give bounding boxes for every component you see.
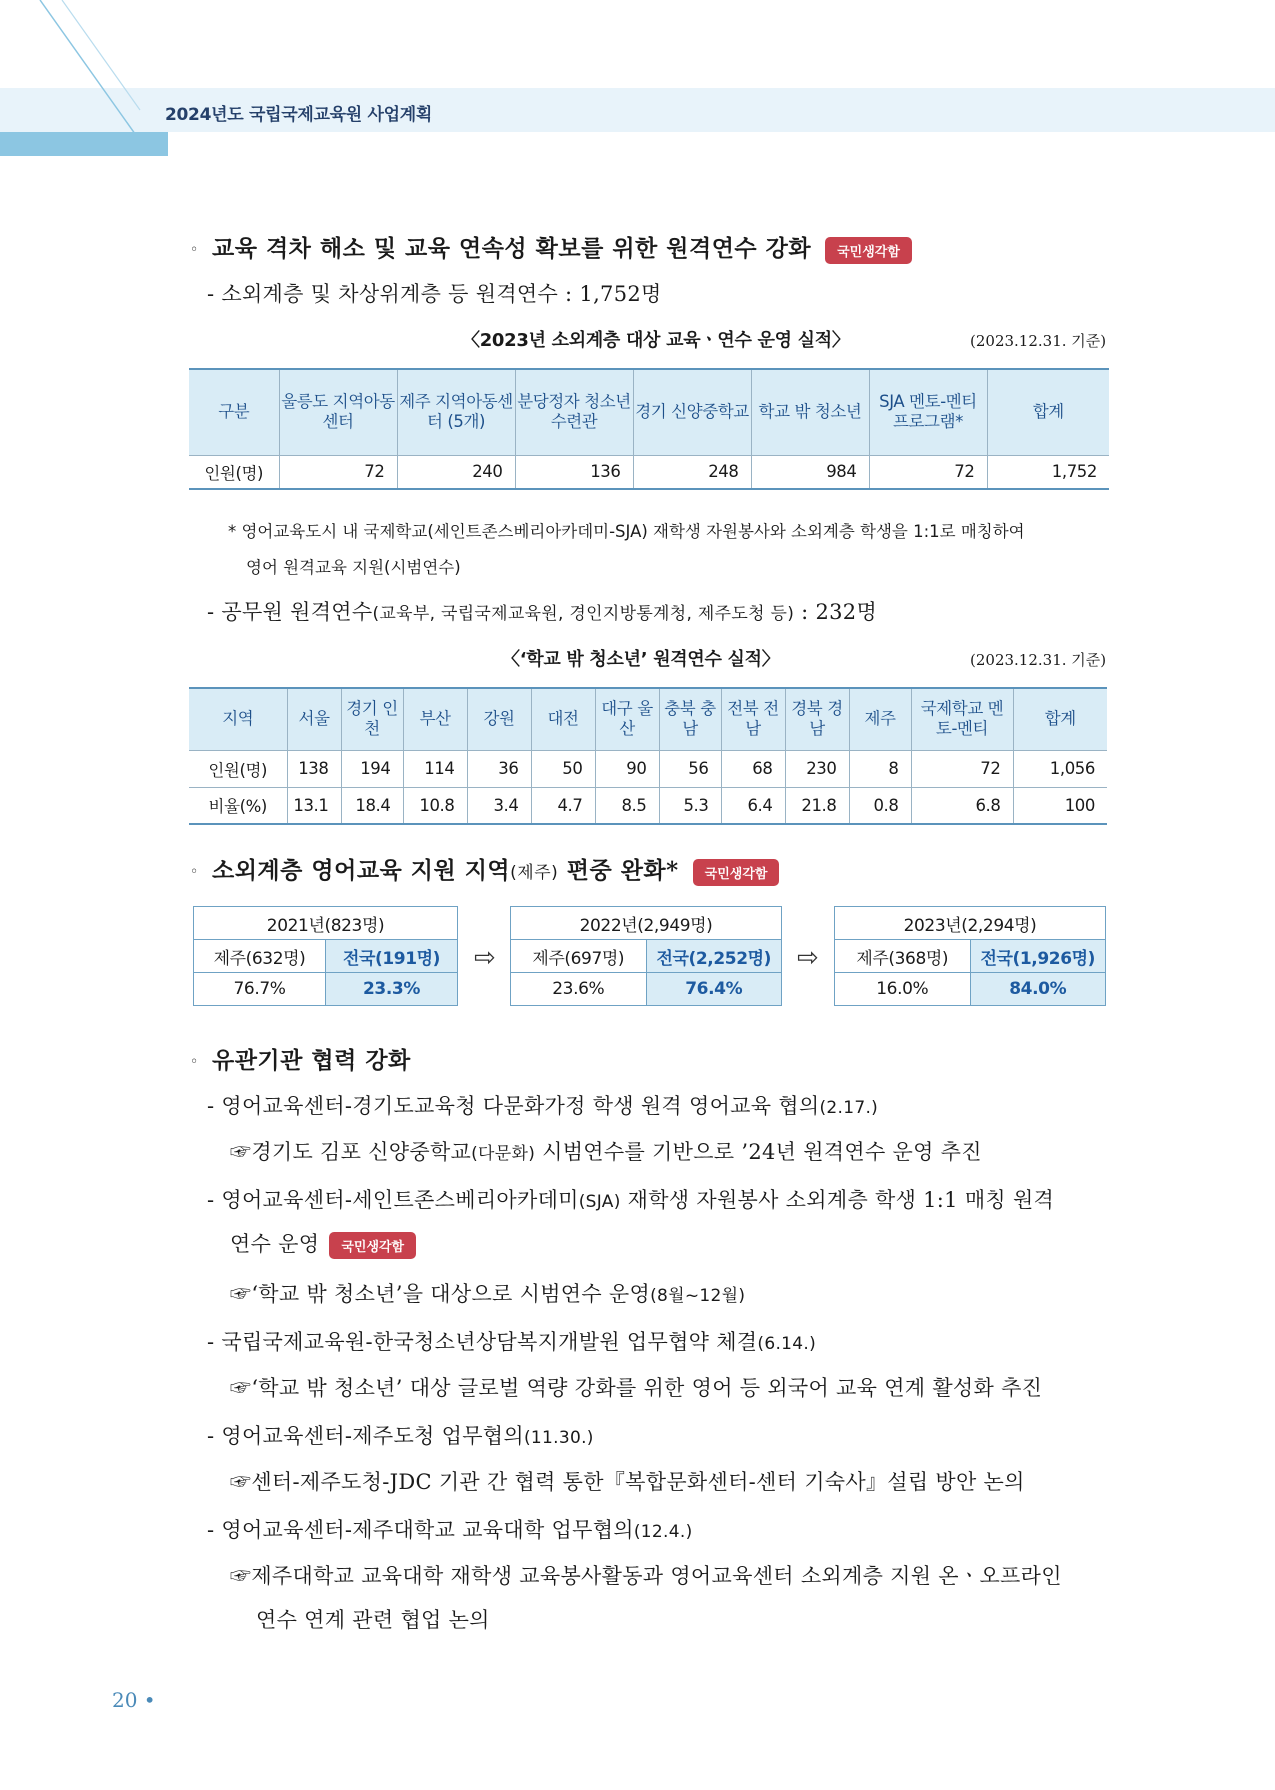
year-box-2022 xyxy=(510,906,782,1006)
list-item-sja xyxy=(207,1184,1054,1214)
table1-caption: 〈2023년 소외계층 대상 교육ㆍ연수 운영 실적〉 xyxy=(462,330,850,351)
note-paren: (다문화) xyxy=(471,1144,536,1164)
list-item-mou xyxy=(207,1326,816,1356)
note-university-volunteer xyxy=(230,1560,1062,1590)
table-header-cell: 경북 경남 xyxy=(785,688,849,750)
note-gimpo-pilot xyxy=(230,1136,982,1166)
table-header-row xyxy=(189,688,1107,750)
section-heading-paren: (제주) xyxy=(510,863,559,883)
note-global-competency xyxy=(230,1372,1042,1402)
table-cell: 72 xyxy=(279,455,397,489)
dash-icon: - xyxy=(207,1330,215,1354)
table-header-cell: 충북 충남 xyxy=(659,688,721,750)
table-cell: 5.3 xyxy=(659,787,721,824)
footnote-line-1: * 영어교육도시 내 국제학교(세인트존스베리아카데미-SJA) 재학생 자원봉사와 소외계층 학생을 1:1로 매칭하여 xyxy=(228,522,1025,541)
table-header-row xyxy=(189,369,1109,455)
note-culture-center xyxy=(230,1466,1025,1496)
list-item-text: 영어교육센터-세인트존스베리아카데미 xyxy=(221,1188,579,1212)
list-item-date: (2.17.) xyxy=(819,1098,879,1118)
table-cell: 56 xyxy=(659,750,721,787)
badge-citizen-idea: 국민생각함 xyxy=(825,237,912,264)
list-item-text: 영어교육센터-경기도교육청 다문화가정 학생 원격 영어교육 협의 xyxy=(221,1094,820,1118)
table1-asof: (2023.12.31. 기준) xyxy=(970,332,1107,350)
table-header-cell: SJA 멘토-멘티 프로그램* xyxy=(869,369,987,455)
table-cell: 72 xyxy=(911,750,1013,787)
year-box-title: 2021년(823명) xyxy=(194,907,458,940)
list-item-jeju-province xyxy=(207,1420,594,1450)
table-cell: 984 xyxy=(751,455,869,489)
table-header-cell: 대전 xyxy=(531,688,595,750)
year-box-national-pct: 23.3% xyxy=(326,973,458,1006)
pointing-hand-icon: ☞ xyxy=(230,1470,252,1494)
table-header-cell: 구분 xyxy=(189,369,279,455)
table-cell: 4.7 xyxy=(531,787,595,824)
pointing-hand-icon: ☞ xyxy=(230,1282,252,1306)
note-text: 센터-제주도청-JDC 기관 간 협력 통한『복합문화센터-센터 기숙사』설립 방안 논의 xyxy=(251,1470,1025,1494)
note-text: 경기도 김포 신양중학교 xyxy=(251,1140,472,1164)
table-header-cell: 울릉도 지역아동센터 xyxy=(279,369,397,455)
year-box-jeju-pct: 23.6% xyxy=(511,973,647,1006)
table-cell: 72 xyxy=(869,455,987,489)
list-item-paren: (교육부, 국립국제교육원, 경인지방통계청, 제주도청 등) xyxy=(372,604,795,624)
table-header-cell: 합계 xyxy=(1013,688,1107,750)
list-item-date: (12.4.) xyxy=(633,1522,693,1542)
year-box-jeju-pct: 76.7% xyxy=(194,973,326,1006)
footnote-line-2: 영어 원격교육 지원(시범연수) xyxy=(246,558,461,577)
table-header-cell: 전북 전남 xyxy=(721,688,785,750)
bullet-icon: ◦ xyxy=(190,864,199,880)
year-box-national-label: 전국(191명) xyxy=(326,940,458,973)
section-heading-remote-training xyxy=(190,230,912,264)
table-cell: 0.8 xyxy=(849,787,911,824)
list-item-text: 연수 운영 xyxy=(230,1232,320,1256)
table-header-cell: 국제학교 멘토-멘티 xyxy=(911,688,1013,750)
dash-icon: - xyxy=(207,1424,215,1448)
list-item-date: (6.14.) xyxy=(757,1334,817,1354)
table-header-cell: 합계 xyxy=(987,369,1109,455)
note-out-of-school-pilot xyxy=(230,1278,745,1308)
year-box-jeju-pct: 16.0% xyxy=(835,973,971,1006)
table-cell: 240 xyxy=(397,455,515,489)
table-cell: 138 xyxy=(287,750,341,787)
table-row xyxy=(189,787,1107,824)
bullet-icon: ◦ xyxy=(190,1054,199,1070)
table-cell: 90 xyxy=(595,750,659,787)
table-header-cell: 대구 울산 xyxy=(595,688,659,750)
table-cell: 18.4 xyxy=(341,787,403,824)
table-cell: 248 xyxy=(633,455,751,489)
note-text: 제주대학교 교육대학 재학생 교육봉사활동과 영어교육센터 소외계층 지원 온ㆍ오프라인 xyxy=(251,1564,1062,1588)
table-out-of-school-youth xyxy=(189,687,1107,825)
table-cell: 1,752 xyxy=(987,455,1109,489)
table-cell: 100 xyxy=(1013,787,1107,824)
year-box-2021 xyxy=(193,906,458,1006)
list-item-official-training xyxy=(207,596,877,626)
list-item-tail: : 232명 xyxy=(794,600,878,624)
section-heading-text: 편중 완화* xyxy=(558,857,679,884)
table-header-cell: 지역 xyxy=(189,688,287,750)
note-university-volunteer-continued: 연수 연계 관련 협업 논의 xyxy=(256,1608,490,1632)
table-cell: 21.8 xyxy=(785,787,849,824)
bullet-icon: ◦ xyxy=(190,242,199,258)
table-cell: 68 xyxy=(721,750,785,787)
list-item-sja-continued xyxy=(230,1228,416,1259)
table2-asof: (2023.12.31. 기준) xyxy=(970,651,1107,669)
table-cell: 1,056 xyxy=(1013,750,1107,787)
page-number: 20 • xyxy=(112,1688,156,1712)
section-heading-text: 유관기관 협력 강화 xyxy=(212,1047,411,1074)
section-heading-text: 소외계층 영어교육 지원 지역 xyxy=(212,857,511,884)
list-item-text: 국립국제교육원-한국청소년상담복지개발원 업무협약 체결 xyxy=(221,1330,758,1354)
year-box-title: 2022년(2,949명) xyxy=(511,907,782,940)
dash-icon: - xyxy=(207,1188,215,1212)
table-cell: 비율(%) xyxy=(189,787,287,824)
list-item-text: 영어교육센터-제주대학교 교육대학 업무협의 xyxy=(221,1518,634,1542)
table-header-cell: 서울 xyxy=(287,688,341,750)
table-cell: 인원(명) xyxy=(189,455,279,489)
table-cell: 6.4 xyxy=(721,787,785,824)
table-row xyxy=(189,750,1107,787)
section-heading-cooperation xyxy=(190,1042,411,1075)
year-box-2023 xyxy=(834,906,1106,1006)
arrow-right-icon: ⇨ xyxy=(474,943,496,973)
dash-icon: - xyxy=(207,600,215,624)
year-box-national-pct: 76.4% xyxy=(646,973,782,1006)
badge-citizen-idea: 국민생각함 xyxy=(329,1232,416,1259)
table-cell: 6.8 xyxy=(911,787,1013,824)
dash-icon: - xyxy=(207,282,215,306)
note-text: ‘학교 밖 청소년’을 대상으로 시범연수 운영 xyxy=(251,1282,651,1306)
table-cell: 50 xyxy=(531,750,595,787)
table-header-cell: 경기 신양중학교 xyxy=(633,369,751,455)
note-paren: (8월~12월) xyxy=(650,1286,746,1306)
table-cell: 13.1 xyxy=(287,787,341,824)
list-item-underprivileged-training xyxy=(207,278,662,308)
dash-icon: - xyxy=(207,1518,215,1542)
note-text: ‘학교 밖 청소년’ 대상 글로벌 역량 강화를 위한 영어 등 외국어 교육 연계 활성화 추진 xyxy=(251,1376,1043,1400)
year-box-jeju-label: 제주(632명) xyxy=(194,940,326,973)
list-item-date: (11.30.) xyxy=(523,1428,594,1448)
table-cell: 3.4 xyxy=(467,787,531,824)
header-diagonal-lines xyxy=(0,0,260,160)
table-cell: 10.8 xyxy=(403,787,467,824)
document-running-title: 2024년도 국립국제교육원 사업계획 xyxy=(165,105,432,125)
pointing-hand-icon: ☞ xyxy=(230,1140,252,1164)
table-cell: 136 xyxy=(515,455,633,489)
year-box-national-pct: 84.0% xyxy=(970,973,1106,1006)
list-item-gyeonggi xyxy=(207,1090,878,1120)
list-item-text: 공무원 원격연수 xyxy=(221,600,373,624)
table-cell: 194 xyxy=(341,750,403,787)
table2-caption: 〈‘학교 밖 청소년’ 원격연수 실적〉 xyxy=(502,649,780,670)
table-cell: 114 xyxy=(403,750,467,787)
table-header-cell: 제주 지역아동센터 (5개) xyxy=(397,369,515,455)
table-header-cell: 제주 xyxy=(849,688,911,750)
table-cell: 8 xyxy=(849,750,911,787)
note-text: 시범연수를 기반으로 ’24년 원격연수 운영 추진 xyxy=(535,1140,982,1164)
pointing-hand-icon: ☞ xyxy=(230,1564,252,1588)
year-box-national-label: 전국(1,926명) xyxy=(970,940,1106,973)
table-cell: 인원(명) xyxy=(189,750,287,787)
arrow-right-icon: ⇨ xyxy=(797,943,819,973)
list-item-text: 영어교육센터-제주도청 업무협의 xyxy=(221,1424,524,1448)
table-header-cell: 분당정자 청소년수련관 xyxy=(515,369,633,455)
badge-citizen-idea: 국민생각함 xyxy=(693,859,780,886)
table-header-cell: 경기 인천 xyxy=(341,688,403,750)
table-header-cell: 부산 xyxy=(403,688,467,750)
pointing-hand-icon: ☞ xyxy=(230,1376,252,1400)
table-cell: 230 xyxy=(785,750,849,787)
year-box-national-label: 전국(2,252명) xyxy=(646,940,782,973)
section-heading-regional-imbalance xyxy=(190,852,779,886)
section-heading-text: 교육 격차 해소 및 교육 연속성 확보를 위한 원격연수 강화 xyxy=(212,235,812,262)
year-box-jeju-label: 제주(368명) xyxy=(835,940,971,973)
list-item-paren: (SJA) xyxy=(578,1192,621,1212)
dash-icon: - xyxy=(207,1094,215,1118)
list-item-text: 재학생 자원봉사 소외계층 학생 1:1 매칭 원격 xyxy=(620,1188,1055,1212)
table-header-cell: 학교 밖 청소년 xyxy=(751,369,869,455)
year-box-jeju-label: 제주(697명) xyxy=(511,940,647,973)
table-underprivileged-results xyxy=(189,368,1109,490)
list-item-text: 소외계층 및 차상위계층 등 원격연수 : 1,752명 xyxy=(221,282,662,306)
list-item-jeju-university xyxy=(207,1514,693,1544)
table-header-cell: 강원 xyxy=(467,688,531,750)
table-row xyxy=(189,455,1109,489)
year-box-title: 2023년(2,294명) xyxy=(835,907,1106,940)
table-cell: 36 xyxy=(467,750,531,787)
table-cell: 8.5 xyxy=(595,787,659,824)
